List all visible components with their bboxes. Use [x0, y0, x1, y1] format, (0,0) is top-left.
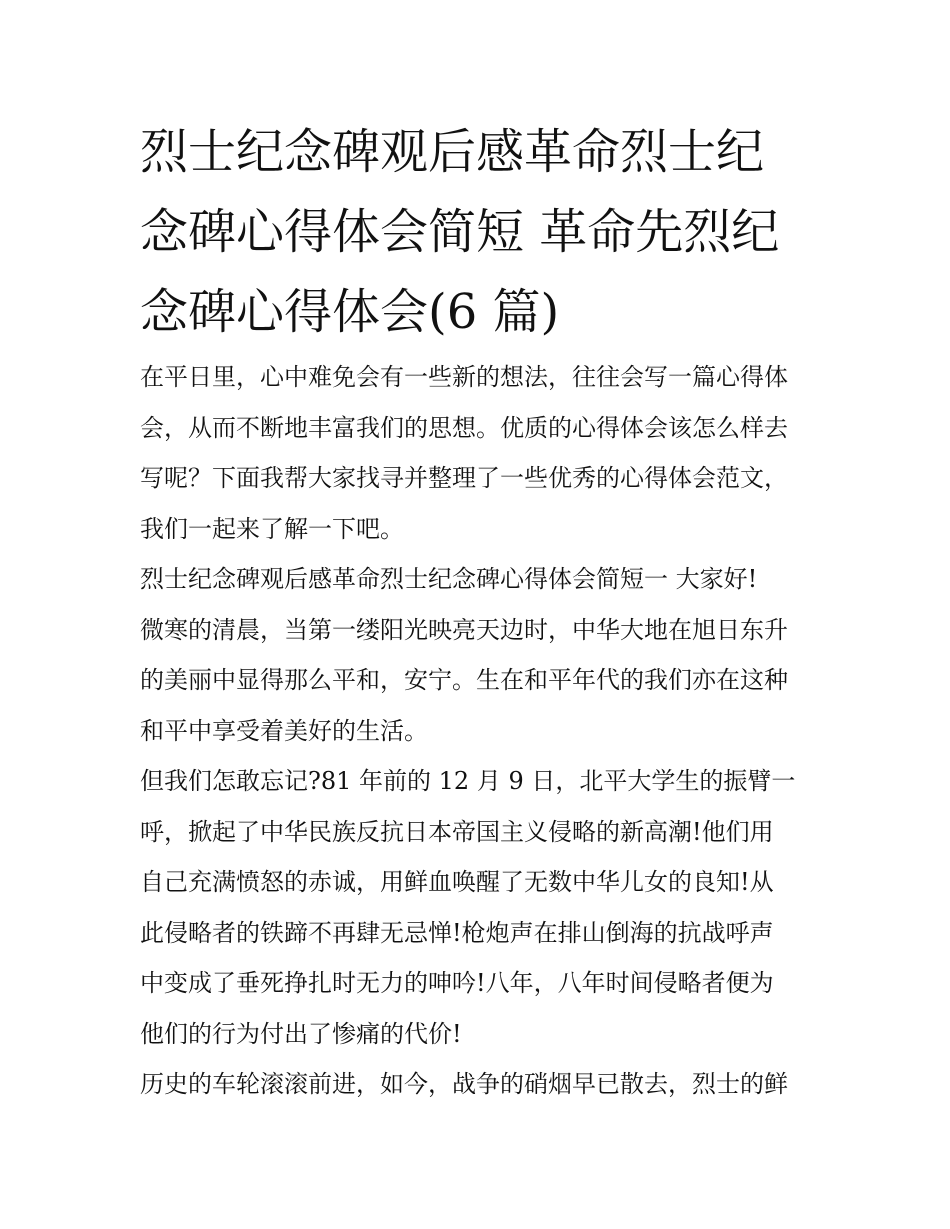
body-line: 呼，掀起了中华民族反抗日本帝国主义侵略的新高潮!他们用: [140, 817, 774, 846]
document-body: [140, 352, 820, 1110]
document-title: [140, 112, 830, 352]
body-line: 我们一起来了解一下吧。: [140, 514, 404, 543]
body-line: 会，从而不断地丰富我们的思想。优质的心得体会该怎么样去: [140, 413, 788, 442]
body-line: 自己充满愤怒的赤诚，用鲜血唤醒了无数中华儿女的良知!从: [140, 868, 774, 896]
title-line: 烈士纪念碑观后感革命烈士纪: [140, 124, 765, 180]
title-line: 念碑心得体会简短 革命先烈纪: [140, 204, 780, 260]
body-line: 的美丽中显得那么平和，安宁。生在和平年代的我们亦在这种: [140, 666, 788, 694]
title-line: 念碑心得体会(6 篇): [140, 284, 560, 340]
body-line: 写呢？下面我帮大家找寻并整理了一些优秀的心得体会范文，: [140, 464, 788, 492]
body-line: 但我们怎敢忘记?81 年前的 12 月 9 日，北平大学生的振臂一: [140, 767, 796, 795]
body-line: 烈士纪念碑观后感革命烈士纪念碑心得体会简短一 大家好!: [140, 565, 758, 593]
body-line: 微寒的清晨，当第一缕阳光映亮天边时，中华大地在旭日东升: [140, 615, 788, 644]
body-line: 中变成了垂死挣扎时无力的呻吟!八年，八年时间侵略者便为: [140, 969, 774, 997]
body-line: 和平中享受着美好的生活。: [140, 716, 428, 745]
body-line: 历史的车轮滚滚前进，如今，战争的硝烟早已散去，烈士的鲜: [140, 1070, 788, 1098]
body-line: 此侵略者的铁蹄不再肆无忌惮!枪炮声在排山倒海的抗战呼声: [140, 918, 774, 947]
body-line: 他们的行为付出了惨痛的代价!: [140, 1019, 462, 1048]
body-line: 在平日里，心中难免会有一些新的想法，往往会写一篇心得体: [140, 363, 788, 391]
